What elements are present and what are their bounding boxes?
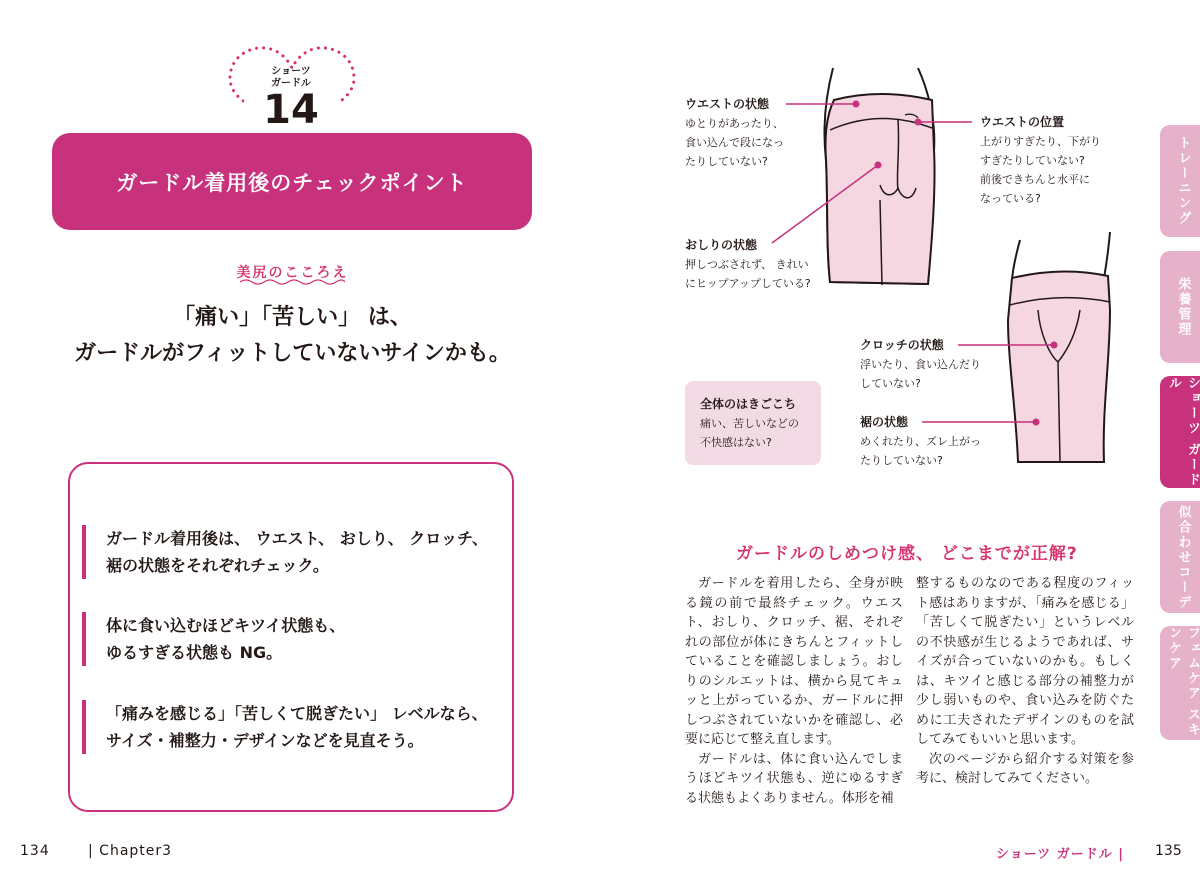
tab-nutrition[interactable] — [1160, 251, 1200, 363]
question-heading: ガードルのしめつけ感、 どこまでが正解? — [736, 544, 1078, 564]
tab-coordinate[interactable] — [1160, 501, 1200, 613]
point-1-line-2: 裾の状態をそれぞれチェック。 — [106, 556, 329, 575]
tab-label: 栄養管理 — [1175, 277, 1191, 337]
running-head: ショーツ ガードル | — [996, 847, 1125, 862]
callout-text: 上がりすぎたり、下がり — [980, 135, 1101, 148]
callout-hem-state — [860, 413, 981, 470]
back-view-illustration — [824, 68, 934, 285]
callout-text: すぎたりしていない? — [980, 154, 1085, 167]
body-paragraph: 次のページから紹介する対策を参考に、検討してみてください。 — [916, 751, 1134, 786]
section-title: ガードル着用後のチェックポイント — [52, 133, 532, 230]
overall-comfort-title: 全体のはきごこち — [700, 397, 797, 411]
lead-line-2: ガードルがフィットしていないサインかも。 — [74, 341, 511, 366]
tab-label: トレーニング — [1175, 136, 1191, 226]
badge-number: 14 — [263, 87, 319, 133]
tab-label: ショーツ ガードル — [1166, 376, 1200, 488]
callout-waist-state-title: ウエストの状態 — [685, 97, 770, 111]
callout-text: なっている? — [980, 192, 1041, 205]
body-paragraph: ガードルを着用したら、全身が映る鏡の前で最終チェック。ウエスト、おしり、クロッチ、裾、それぞれの部位が体にきちんとフィットしていることを確認しましょう。おしりのシルエットは、横から見てキュッと上がっているか、ガードルに押しつぶされていないかを確認し、必要に応じて整え直します。 — [685, 576, 903, 747]
tab-label: 似合わせコーデ — [1175, 504, 1191, 610]
point-3-line-2: サイズ・補整力・デザインなどを見直そう。 — [106, 731, 424, 750]
callout-text: めくれたり、ズレ上がっ — [860, 435, 981, 448]
callout-waist-position-title: ウエストの位置 — [980, 115, 1065, 129]
kokoroe-label: 美尻のこころえ — [220, 262, 365, 282]
callout-text: 押しつぶされず、 きれい — [685, 258, 809, 271]
overall-comfort-text: 不快感はない? — [700, 436, 772, 449]
point-3-line-1: 「痛みを感じる」「苦しくて脱ぎたい」 レベルなら、 — [106, 704, 488, 723]
callout-waist-position — [980, 113, 1101, 208]
tab-training[interactable] — [1160, 125, 1200, 237]
callout-text: 食い込んで段になっ — [685, 136, 784, 149]
point-2-line-2: ゆるすぎる状態も NG。 — [106, 643, 283, 662]
point-2-line-1: 体に食い込むほどキツイ状態も、 — [106, 616, 346, 635]
tab-shorts-girdle[interactable] — [1160, 376, 1200, 488]
callout-crotch-state — [860, 336, 981, 393]
callout-waist-state — [685, 95, 784, 171]
callout-crotch-state-title: クロッチの状態 — [860, 338, 944, 352]
tab-femcare-skincare[interactable] — [1160, 626, 1200, 740]
page-number-left: 134 — [20, 843, 50, 859]
chapter-label: | Chapter3 — [88, 843, 173, 859]
overall-comfort-text: 痛い、苦しいなどの — [700, 417, 799, 430]
front-view-illustration — [1008, 232, 1110, 462]
lead-line-1: 「痛い」「苦しい」 は、 — [173, 305, 412, 330]
badge-category: ショーツ ガードル — [271, 66, 311, 89]
callout-hip-state-title: おしりの状態 — [685, 238, 758, 252]
callout-hem-state-title: 裾の状態 — [860, 415, 909, 429]
callout-text: していない? — [860, 377, 921, 390]
page-number-right: 135 — [1155, 843, 1182, 859]
body-paragraph: 整するものなのである程度のフィット感はありますが、「痛みを感じる」「苦しくて脱ぎたい」というレベルの不快感が生じるようであれば、サイズが合っていないのかも。もしくは、キツイと感じる部分の補整力が少し弱いものや、食い込みを防ぐために工夫されたデザインのものを試してみてもいいと思います。 — [916, 576, 1134, 747]
body-paragraph: ガードルは、体に食い込んでしまうほどキツイ状態も、逆にゆるすぎる状態もよくありません。体形を補 — [685, 751, 903, 806]
callout-text: たりしていない? — [860, 454, 943, 467]
callout-text: ゆとりがあったり、 — [685, 117, 784, 130]
callout-text: 浮いたり、食い込んだり — [860, 358, 981, 371]
body-column-1 — [685, 574, 903, 808]
tab-label: フェムケア スキンケア — [1166, 626, 1200, 738]
callout-text: にヒップアップしている? — [685, 277, 811, 290]
callout-hip-state — [685, 236, 811, 293]
overall-comfort-box — [685, 381, 821, 465]
callout-text: たりしていない? — [685, 155, 768, 168]
body-column-2 — [916, 574, 1134, 789]
callout-text: 前後できちんと水平に — [980, 173, 1090, 186]
point-1-line-1: ガードル着用後は、 ウエスト、 おしり、 クロッチ、 — [106, 529, 488, 548]
